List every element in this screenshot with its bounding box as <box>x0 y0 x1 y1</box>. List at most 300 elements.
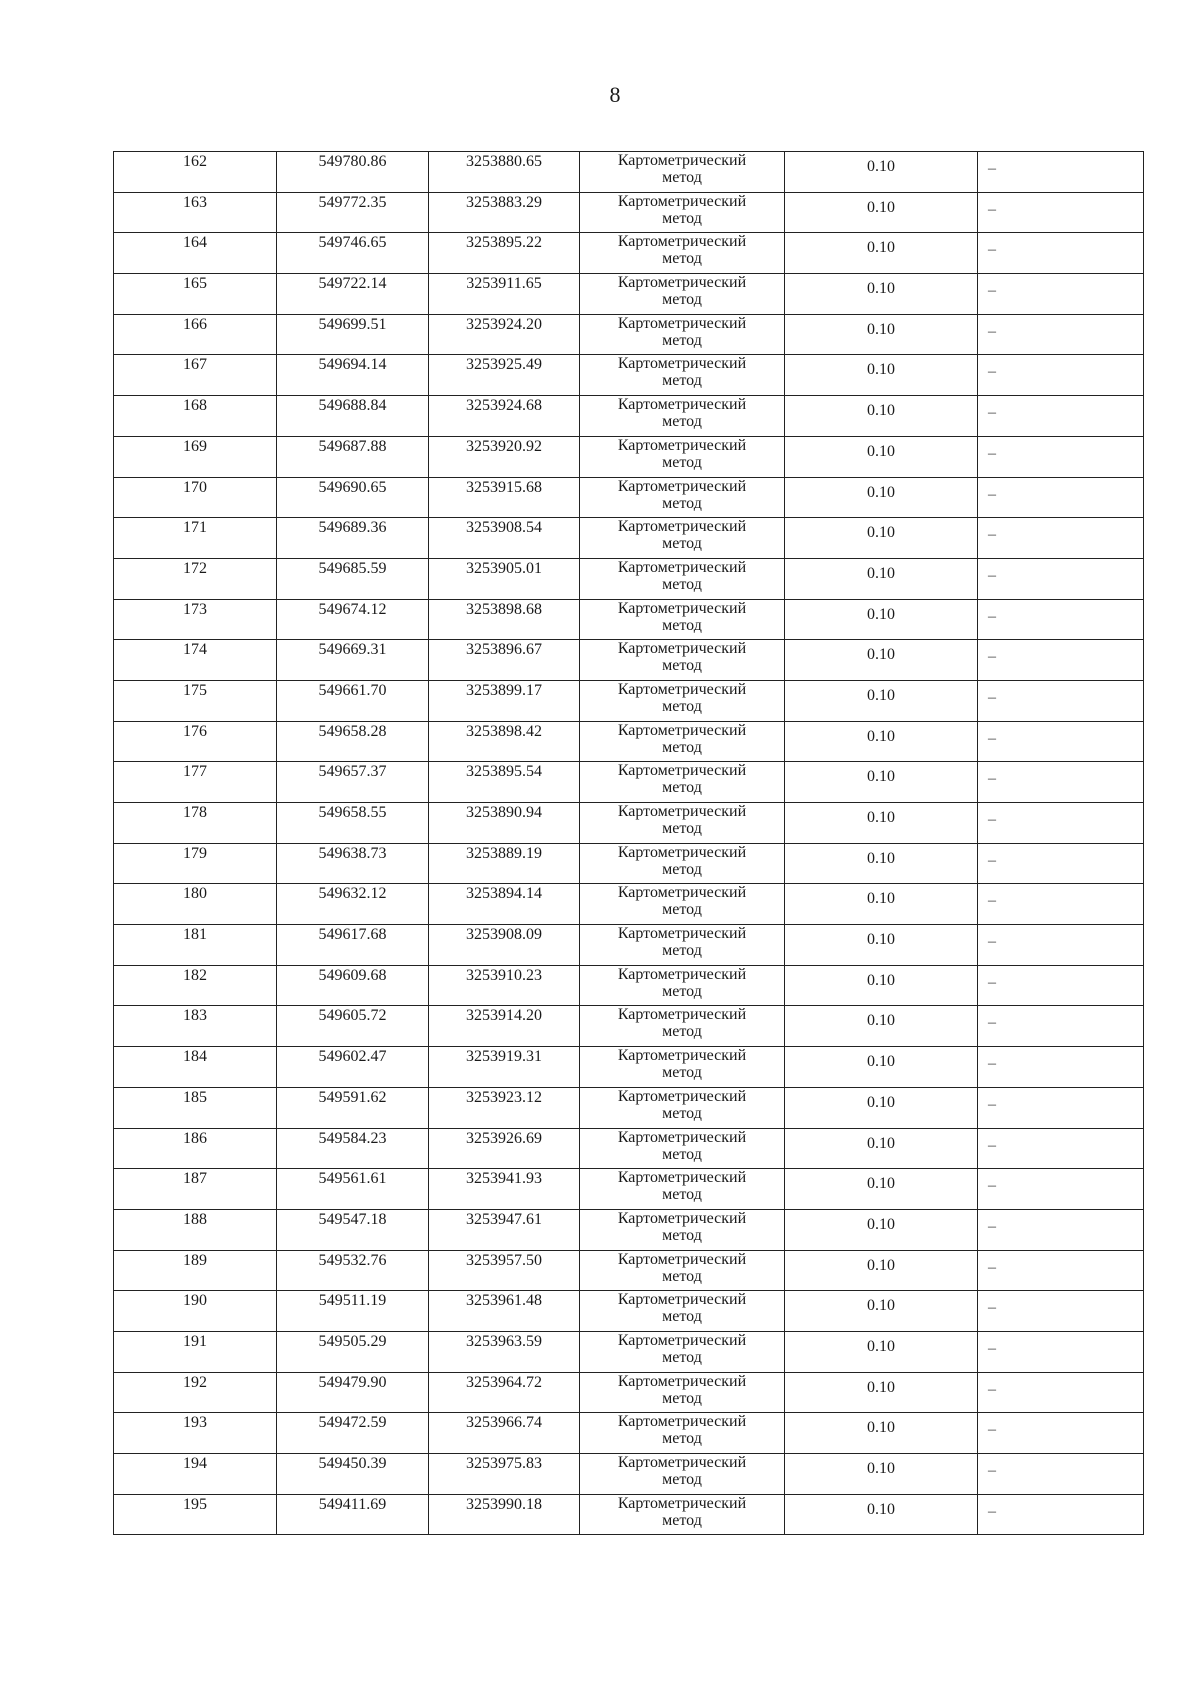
method-cell <box>580 1454 785 1495</box>
point-number-cell <box>114 843 277 884</box>
y-coordinate-cell-value: 3253895.22 <box>466 234 542 252</box>
method-line-2: метод <box>662 1389 702 1407</box>
x-coordinate-cell <box>277 884 429 925</box>
method-line-1: Картометрический <box>617 396 747 414</box>
method-line-1: Картометрический <box>617 843 747 861</box>
point-number-cell <box>114 599 277 640</box>
description-cell-value: – <box>988 566 996 584</box>
point-number-cell <box>114 803 277 844</box>
y-coordinate-cell <box>429 314 580 355</box>
method-line-1: Картометрический <box>617 233 747 251</box>
description-cell <box>978 1454 1144 1495</box>
table-row <box>114 274 1144 315</box>
point-number-cell <box>114 1372 277 1413</box>
accuracy-cell-value: 0.10 <box>867 646 895 664</box>
x-coordinate-cell-value: 549602.47 <box>318 1048 387 1066</box>
x-coordinate-cell-value: 549479.90 <box>318 1373 387 1391</box>
table-row <box>114 1250 1144 1291</box>
method-line-1: Картометрический <box>617 1454 747 1471</box>
x-coordinate-cell <box>277 1006 429 1047</box>
method-line-2: метод <box>662 860 702 878</box>
description-cell-value: – <box>988 892 996 910</box>
y-coordinate-cell <box>429 355 580 396</box>
y-coordinate-cell-value: 3253975.83 <box>466 1455 542 1472</box>
method-line-2: метод <box>662 413 702 431</box>
y-coordinate-cell <box>429 721 580 762</box>
y-coordinate-cell <box>429 803 580 844</box>
x-coordinate-cell <box>277 152 429 193</box>
method-line-2: метод <box>662 1267 702 1285</box>
description-cell <box>978 436 1144 477</box>
point-number-cell <box>114 1331 277 1372</box>
point-number-cell <box>114 274 277 315</box>
x-coordinate-cell-value: 549505.29 <box>318 1332 387 1350</box>
point-number-cell <box>114 1494 277 1535</box>
point-number-cell-value: 190 <box>183 1292 207 1310</box>
point-number-cell-value: 166 <box>183 315 207 333</box>
method-line-2: метод <box>662 372 702 390</box>
method-line-2: метод <box>662 616 702 634</box>
method-cell <box>580 1006 785 1047</box>
y-coordinate-cell-value: 3253894.14 <box>466 885 542 903</box>
x-coordinate-cell-value: 549746.65 <box>318 234 387 252</box>
y-coordinate-cell <box>429 274 580 315</box>
y-coordinate-cell-value: 3253890.94 <box>466 804 542 821</box>
coordinates-table <box>113 151 1144 1535</box>
x-coordinate-cell-value: 549609.68 <box>318 966 387 984</box>
y-coordinate-cell-value: 3253899.17 <box>466 681 542 699</box>
description-cell-value: – <box>988 444 996 462</box>
point-number-cell-value: 188 <box>183 1210 207 1228</box>
method-cell <box>580 1047 785 1088</box>
description-cell-value: – <box>988 607 996 625</box>
method-line-2: метод <box>662 738 702 756</box>
method-cell <box>580 1250 785 1291</box>
y-coordinate-cell <box>429 843 580 884</box>
description-cell-value: – <box>988 811 996 828</box>
x-coordinate-cell <box>277 1169 429 1210</box>
method-line-1: Картометрический <box>617 1209 747 1227</box>
description-cell <box>978 1331 1144 1372</box>
point-number-cell-value: 169 <box>183 437 207 455</box>
point-number-cell <box>114 1047 277 1088</box>
method-line-1: Картометрический <box>617 1331 747 1349</box>
method-cell <box>580 721 785 762</box>
description-cell <box>978 396 1144 437</box>
method-cell <box>580 1209 785 1250</box>
y-coordinate-cell-value: 3253896.67 <box>466 641 542 659</box>
method-line-1: Картометрический <box>617 1047 747 1065</box>
table-row <box>114 1494 1144 1535</box>
method-line-1: Картометрический <box>617 558 747 576</box>
point-number-cell-value: 173 <box>183 600 207 618</box>
y-coordinate-cell-value: 3253963.59 <box>466 1332 542 1350</box>
x-coordinate-cell <box>277 925 429 966</box>
x-coordinate-cell-value: 549450.39 <box>318 1455 387 1472</box>
x-coordinate-cell-value: 549674.12 <box>318 600 387 618</box>
method-line-2: метод <box>662 169 702 186</box>
description-cell <box>978 1494 1144 1535</box>
point-number-cell-value: 171 <box>183 519 207 537</box>
x-coordinate-cell <box>277 1413 429 1454</box>
description-cell <box>978 1087 1144 1128</box>
point-number-cell <box>114 640 277 681</box>
method-line-1: Картометрический <box>617 803 747 820</box>
description-cell-value: – <box>988 282 996 300</box>
accuracy-cell-value: 0.10 <box>867 402 895 420</box>
y-coordinate-cell <box>429 680 580 721</box>
point-number-cell <box>114 314 277 355</box>
accuracy-cell <box>785 274 978 315</box>
point-number-cell <box>114 233 277 274</box>
x-coordinate-cell-value: 549658.55 <box>318 804 387 821</box>
method-line-2: метод <box>662 1186 702 1204</box>
accuracy-cell <box>785 1331 978 1372</box>
point-number-cell <box>114 1209 277 1250</box>
y-coordinate-cell <box>429 436 580 477</box>
x-coordinate-cell <box>277 233 429 274</box>
method-cell <box>580 1169 785 1210</box>
accuracy-cell-value: 0.10 <box>867 1460 895 1477</box>
table-row <box>114 762 1144 803</box>
x-coordinate-cell <box>277 1372 429 1413</box>
description-cell <box>978 477 1144 518</box>
y-coordinate-cell-value: 3253924.20 <box>466 315 542 333</box>
table-row <box>114 1006 1144 1047</box>
point-number-cell <box>114 436 277 477</box>
accuracy-cell <box>785 762 978 803</box>
y-coordinate-cell-value: 3253919.31 <box>466 1048 542 1066</box>
y-coordinate-cell-value: 3253966.74 <box>466 1414 542 1432</box>
method-cell <box>580 355 785 396</box>
accuracy-cell-value: 0.10 <box>867 1175 895 1193</box>
page-number: 8 <box>609 82 621 107</box>
accuracy-cell <box>785 1291 978 1332</box>
method-line-2: метод <box>662 1348 702 1366</box>
point-number-cell <box>114 1413 277 1454</box>
description-cell-value: – <box>988 526 996 544</box>
y-coordinate-cell <box>429 925 580 966</box>
table-row <box>114 640 1144 681</box>
accuracy-cell <box>785 1209 978 1250</box>
y-coordinate-cell <box>429 1331 580 1372</box>
point-number-cell <box>114 1454 277 1495</box>
table-row <box>114 1047 1144 1088</box>
x-coordinate-cell-value: 549411.69 <box>318 1495 387 1513</box>
y-coordinate-cell <box>429 477 580 518</box>
description-cell-value: – <box>988 160 996 177</box>
y-coordinate-cell <box>429 1087 580 1128</box>
description-cell-value: – <box>988 1462 996 1479</box>
accuracy-cell <box>785 803 978 844</box>
y-coordinate-cell <box>429 558 580 599</box>
method-line-2: метод <box>662 250 702 268</box>
accuracy-cell <box>785 518 978 559</box>
method-line-2: метод <box>662 1064 702 1082</box>
description-cell <box>978 355 1144 396</box>
accuracy-cell <box>785 233 978 274</box>
x-coordinate-cell-value: 549472.59 <box>318 1414 387 1432</box>
point-number-cell-value: 181 <box>183 926 207 944</box>
x-coordinate-cell-value: 549591.62 <box>318 1088 387 1106</box>
point-number-cell <box>114 396 277 437</box>
x-coordinate-cell <box>277 558 429 599</box>
y-coordinate-cell-value: 3253911.65 <box>466 275 542 293</box>
accuracy-cell-value: 0.10 <box>867 1337 895 1355</box>
accuracy-cell-value: 0.10 <box>867 1093 895 1111</box>
y-coordinate-cell <box>429 1047 580 1088</box>
point-number-cell-value: 184 <box>183 1048 207 1066</box>
description-cell <box>978 925 1144 966</box>
coordinates-table-body <box>114 152 1144 1535</box>
description-cell <box>978 1128 1144 1169</box>
x-coordinate-cell <box>277 1454 429 1495</box>
y-coordinate-cell-value: 3253908.54 <box>466 519 542 537</box>
accuracy-cell-value: 0.10 <box>867 239 895 257</box>
method-line-1: Картометрический <box>617 721 747 739</box>
point-number-cell <box>114 1087 277 1128</box>
method-cell <box>580 599 785 640</box>
description-cell-value: – <box>988 1299 996 1317</box>
y-coordinate-cell <box>429 599 580 640</box>
description-cell <box>978 192 1144 233</box>
description-cell <box>978 721 1144 762</box>
point-number-cell-value: 164 <box>183 234 207 252</box>
accuracy-cell-value: 0.10 <box>867 1297 895 1315</box>
accuracy-cell <box>785 1250 978 1291</box>
method-line-2: метод <box>662 1145 702 1163</box>
point-number-cell-value: 170 <box>183 478 207 496</box>
x-coordinate-cell <box>277 599 429 640</box>
method-cell <box>580 803 785 844</box>
description-cell-value: – <box>988 363 996 381</box>
accuracy-cell-value: 0.10 <box>867 158 895 175</box>
x-coordinate-cell <box>277 803 429 844</box>
y-coordinate-cell-value: 3253915.68 <box>466 478 542 496</box>
description-cell-value: – <box>988 688 996 706</box>
method-cell <box>580 152 785 193</box>
x-coordinate-cell-value: 549689.36 <box>318 519 387 537</box>
method-line-2: метод <box>662 1471 702 1488</box>
x-coordinate-cell-value: 549699.51 <box>318 315 387 333</box>
point-number-cell-value: 179 <box>183 844 207 862</box>
method-line-1: Картометрический <box>617 640 747 658</box>
y-coordinate-cell <box>429 233 580 274</box>
x-coordinate-cell-value: 549561.61 <box>318 1170 387 1188</box>
method-line-2: метод <box>662 779 702 797</box>
method-line-1: Картометрический <box>617 1169 747 1187</box>
point-number-cell <box>114 477 277 518</box>
point-number-cell <box>114 680 277 721</box>
point-number-cell-value: 195 <box>183 1495 207 1513</box>
description-cell <box>978 1047 1144 1088</box>
accuracy-cell-value: 0.10 <box>867 1500 895 1518</box>
description-cell <box>978 640 1144 681</box>
table-row <box>114 152 1144 193</box>
y-coordinate-cell <box>429 965 580 1006</box>
accuracy-cell <box>785 721 978 762</box>
method-line-2: метод <box>662 1511 702 1529</box>
description-cell-value: – <box>988 729 996 747</box>
y-coordinate-cell-value: 3253880.65 <box>466 153 542 170</box>
accuracy-cell <box>785 1454 978 1495</box>
description-cell-value: – <box>988 241 996 259</box>
table-row <box>114 314 1144 355</box>
method-line-2: метод <box>662 575 702 593</box>
point-number-cell <box>114 721 277 762</box>
y-coordinate-cell <box>429 1291 580 1332</box>
method-cell <box>580 192 785 233</box>
method-line-2: метод <box>662 453 702 471</box>
description-cell-value: – <box>988 1055 996 1073</box>
method-line-2: метод <box>662 820 702 837</box>
method-cell <box>580 640 785 681</box>
method-cell <box>580 925 785 966</box>
accuracy-cell-value: 0.10 <box>867 768 895 786</box>
table-row <box>114 599 1144 640</box>
x-coordinate-cell-value: 549688.84 <box>318 397 387 415</box>
method-line-1: Картометрический <box>617 314 747 332</box>
description-cell <box>978 314 1144 355</box>
y-coordinate-cell-value: 3253926.69 <box>466 1129 542 1147</box>
accuracy-cell <box>785 925 978 966</box>
table-row <box>114 355 1144 396</box>
accuracy-cell-value: 0.10 <box>867 971 895 989</box>
y-coordinate-cell-value: 3253910.23 <box>466 966 542 984</box>
method-cell <box>580 965 785 1006</box>
method-line-2: метод <box>662 1226 702 1244</box>
method-line-1: Картометрический <box>617 1494 747 1512</box>
accuracy-cell <box>785 1169 978 1210</box>
point-number-cell <box>114 1250 277 1291</box>
table-row <box>114 843 1144 884</box>
table-row <box>114 1128 1144 1169</box>
method-line-2: метод <box>662 1430 702 1448</box>
y-coordinate-cell-value: 3253941.93 <box>466 1170 542 1188</box>
method-line-2: метод <box>662 901 702 919</box>
x-coordinate-cell <box>277 1494 429 1535</box>
y-coordinate-cell-value: 3253905.01 <box>466 559 542 577</box>
accuracy-cell <box>785 843 978 884</box>
description-cell <box>978 762 1144 803</box>
x-coordinate-cell <box>277 518 429 559</box>
point-number-cell-value: 168 <box>183 397 207 415</box>
accuracy-cell-value: 0.10 <box>867 1134 895 1152</box>
table-row <box>114 518 1144 559</box>
method-line-2: метод <box>662 209 702 227</box>
y-coordinate-cell <box>429 1372 580 1413</box>
y-coordinate-cell <box>429 1413 580 1454</box>
description-cell <box>978 1209 1144 1250</box>
accuracy-cell-value: 0.10 <box>867 280 895 298</box>
method-cell <box>580 1291 785 1332</box>
x-coordinate-cell-value: 549780.86 <box>318 153 387 170</box>
x-coordinate-cell-value: 549632.12 <box>318 885 387 903</box>
point-number-cell-value: 185 <box>183 1088 207 1106</box>
accuracy-cell-value: 0.10 <box>867 605 895 623</box>
point-number-cell-value: 165 <box>183 275 207 293</box>
point-number-cell-value: 178 <box>183 804 207 821</box>
description-cell-value: – <box>988 404 996 422</box>
method-cell <box>580 1494 785 1535</box>
point-number-cell <box>114 518 277 559</box>
x-coordinate-cell <box>277 396 429 437</box>
method-cell <box>580 762 785 803</box>
x-coordinate-cell <box>277 640 429 681</box>
method-line-2: метод <box>662 1104 702 1122</box>
x-coordinate-cell <box>277 843 429 884</box>
accuracy-cell <box>785 477 978 518</box>
method-line-1: Картометрический <box>617 274 747 292</box>
point-number-cell-value: 162 <box>183 153 207 170</box>
description-cell <box>978 884 1144 925</box>
y-coordinate-cell-value: 3253957.50 <box>466 1251 542 1269</box>
description-cell-value: – <box>988 1217 996 1235</box>
point-number-cell-value: 180 <box>183 885 207 903</box>
point-number-cell-value: 182 <box>183 966 207 984</box>
x-coordinate-cell <box>277 355 429 396</box>
description-cell <box>978 599 1144 640</box>
table-row <box>114 721 1144 762</box>
point-number-cell-value: 183 <box>183 1007 207 1025</box>
point-number-cell-value: 177 <box>183 763 207 781</box>
method-cell <box>580 1128 785 1169</box>
x-coordinate-cell-value: 549638.73 <box>318 844 387 862</box>
description-cell-value: – <box>988 770 996 788</box>
y-coordinate-cell-value: 3253947.61 <box>466 1210 542 1228</box>
accuracy-cell <box>785 314 978 355</box>
method-cell <box>580 1372 785 1413</box>
point-number-cell <box>114 152 277 193</box>
accuracy-cell <box>785 884 978 925</box>
method-cell <box>580 884 785 925</box>
method-line-1: Картометрический <box>617 518 747 536</box>
method-line-1: Картометрический <box>617 1006 747 1024</box>
x-coordinate-cell <box>277 314 429 355</box>
description-cell <box>978 843 1144 884</box>
x-coordinate-cell-value: 549605.72 <box>318 1007 387 1025</box>
accuracy-cell <box>785 192 978 233</box>
method-line-2: метод <box>662 494 702 512</box>
description-cell-value: – <box>988 973 996 991</box>
table-row <box>114 558 1144 599</box>
accuracy-cell <box>785 1494 978 1535</box>
x-coordinate-cell-value: 549772.35 <box>318 193 387 211</box>
point-number-cell-value: 186 <box>183 1129 207 1147</box>
point-number-cell-value: 187 <box>183 1170 207 1188</box>
description-cell-value: – <box>988 200 996 218</box>
point-number-cell <box>114 558 277 599</box>
table-row <box>114 1291 1144 1332</box>
description-cell-value: – <box>988 1258 996 1276</box>
description-cell <box>978 803 1144 844</box>
point-number-cell-value: 172 <box>183 559 207 577</box>
x-coordinate-cell-value: 549661.70 <box>318 681 387 699</box>
y-coordinate-cell <box>429 1250 580 1291</box>
accuracy-cell-value: 0.10 <box>867 524 895 542</box>
x-coordinate-cell-value: 549617.68 <box>318 926 387 944</box>
accuracy-cell-value: 0.10 <box>867 727 895 745</box>
y-coordinate-cell-value: 3253924.68 <box>466 397 542 415</box>
point-number-cell <box>114 1169 277 1210</box>
point-number-cell <box>114 884 277 925</box>
table-row <box>114 192 1144 233</box>
accuracy-cell <box>785 1047 978 1088</box>
accuracy-cell-value: 0.10 <box>867 361 895 379</box>
method-line-1: Картометрический <box>617 1087 747 1105</box>
description-cell <box>978 558 1144 599</box>
accuracy-cell <box>785 599 978 640</box>
